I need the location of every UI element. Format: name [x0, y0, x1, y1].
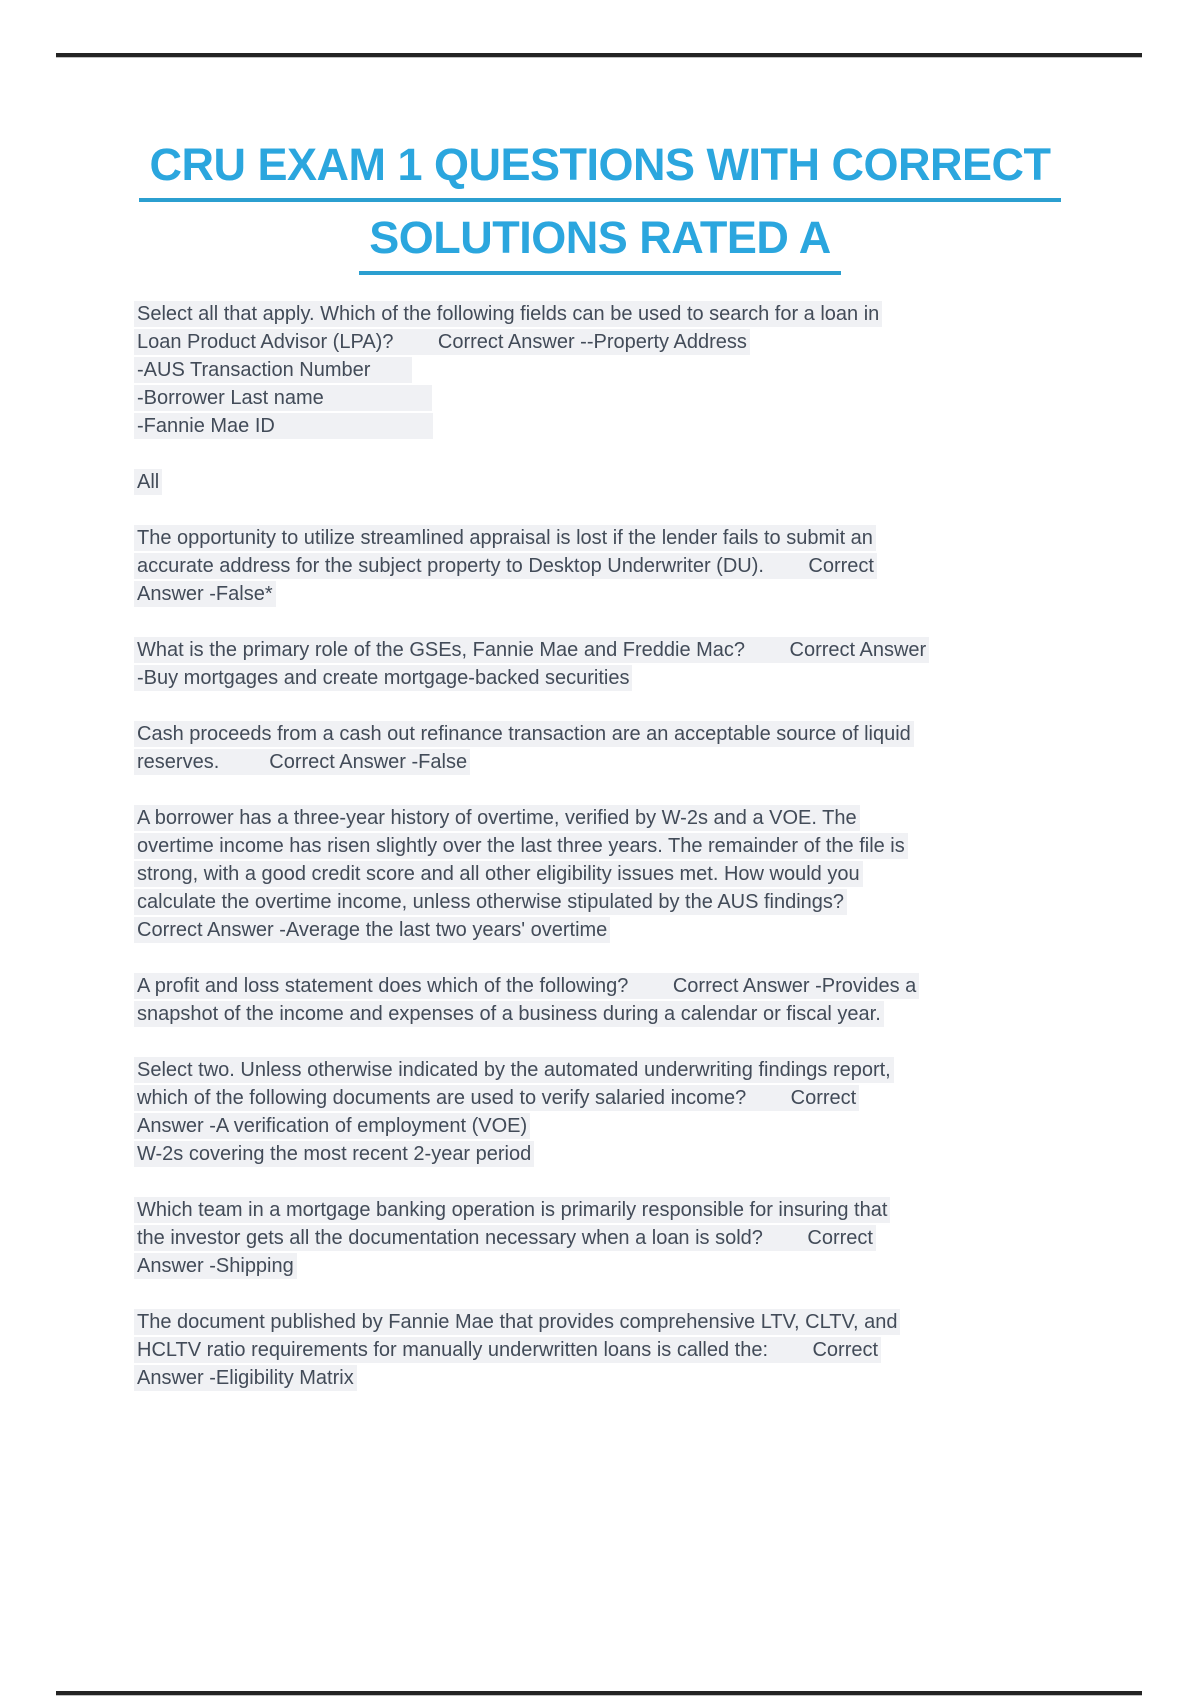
qa-line — [137, 972, 1087, 1000]
qa-line — [137, 1140, 1087, 1168]
qa-line — [137, 804, 1087, 832]
qa-line — [137, 1364, 1087, 1392]
qa-line-text: Which team in a mortgage banking operation is primarily responsible for insuring that — [134, 1197, 890, 1223]
qa-line — [137, 1252, 1087, 1280]
qa-line — [137, 300, 1087, 328]
qa-line-text: A borrower has a three-year history of overtime, verified by W-2s and a VOE. The — [134, 805, 860, 831]
qa-line — [137, 1224, 1087, 1252]
qa-line-text: HCLTV ratio requirements for manually underwritten loans is called the: Correct — [134, 1337, 881, 1363]
qa-line — [137, 1084, 1087, 1112]
qa-line — [137, 468, 1087, 496]
qa-line-text: W-2s covering the most recent 2-year period — [134, 1141, 534, 1167]
qa-paragraph — [137, 524, 1087, 608]
qa-line — [137, 412, 1087, 440]
qa-line — [137, 328, 1087, 356]
qa-paragraph — [137, 972, 1087, 1028]
qa-line — [137, 1196, 1087, 1224]
qa-line-text: snapshot of the income and expenses of a business during a calendar or fiscal year. — [134, 1001, 884, 1027]
qa-line — [137, 916, 1087, 944]
qa-line — [137, 580, 1087, 608]
qa-line-text: Answer -False* — [134, 581, 276, 607]
qa-paragraph — [137, 300, 1087, 440]
qa-line-text: Loan Product Advisor (LPA)? Correct Answer --Property Address — [134, 329, 750, 355]
title-row-2 — [0, 212, 1200, 275]
title-row-1 — [0, 139, 1200, 202]
qa-line — [137, 664, 1087, 692]
qa-line-text: A profit and loss statement does which of the following? Correct Answer -Provides a — [134, 973, 919, 999]
qa-paragraph — [137, 804, 1087, 944]
qa-list — [137, 300, 1087, 1392]
qa-line-text: Cash proceeds from a cash out refinance transaction are an acceptable source of liquid — [134, 721, 914, 747]
qa-line — [137, 1056, 1087, 1084]
bottom-rule — [56, 1691, 1142, 1695]
qa-line-text: overtime income has risen slightly over the last three years. The remainder of the file is — [134, 833, 908, 859]
qa-line-text: calculate the overtime income, unless otherwise stipulated by the AUS findings? — [134, 889, 847, 915]
qa-line — [137, 524, 1087, 552]
qa-line — [137, 1308, 1087, 1336]
qa-line-text: which of the following documents are used to verify salaried income? Correct — [134, 1085, 859, 1111]
qa-line-text: Answer -Shipping — [134, 1253, 297, 1279]
title-line-1: CRU EXAM 1 QUESTIONS WITH CORRECT — [139, 142, 1060, 202]
qa-line — [137, 1000, 1087, 1028]
qa-paragraph — [137, 1308, 1087, 1392]
qa-line-text: Answer -A verification of employment (VOE) — [134, 1113, 530, 1139]
qa-line-text: -Buy mortgages and create mortgage-backed securities — [134, 665, 632, 691]
qa-line — [137, 636, 1087, 664]
top-rule — [56, 53, 1142, 57]
qa-line-text: Correct Answer -Average the last two years' overtime — [134, 917, 610, 943]
qa-line — [137, 356, 1087, 384]
qa-paragraph — [137, 1196, 1087, 1280]
qa-line-text: Answer -Eligibility Matrix — [134, 1365, 357, 1391]
qa-line — [137, 748, 1087, 776]
qa-line-text: The document published by Fannie Mae that provides comprehensive LTV, CLTV, and — [134, 1309, 900, 1335]
qa-line — [137, 1336, 1087, 1364]
qa-line — [137, 888, 1087, 916]
qa-line — [137, 552, 1087, 580]
qa-line-text: -AUS Transaction Number — [134, 357, 412, 383]
qa-line — [137, 384, 1087, 412]
qa-line-text: strong, with a good credit score and all other eligibility issues met. How would you — [134, 861, 863, 887]
qa-line-text: All — [134, 469, 162, 495]
qa-line-text: The opportunity to utilize streamlined appraisal is lost if the lender fails to submit an — [134, 525, 876, 551]
qa-line — [137, 860, 1087, 888]
document-title — [0, 139, 1200, 288]
qa-paragraph — [137, 636, 1087, 692]
qa-paragraph — [137, 468, 1087, 496]
title-line-2: SOLUTIONS RATED A — [359, 215, 841, 275]
qa-line-text: accurate address for the subject property to Desktop Underwriter (DU). Correct — [134, 553, 877, 579]
qa-line-text: Select two. Unless otherwise indicated by the automated underwriting findings report, — [134, 1057, 894, 1083]
qa-line — [137, 832, 1087, 860]
qa-paragraph — [137, 720, 1087, 776]
qa-line-text: -Fannie Mae ID — [134, 413, 433, 439]
qa-line — [137, 720, 1087, 748]
qa-line-text: reserves. Correct Answer -False — [134, 749, 470, 775]
qa-line-text: What is the primary role of the GSEs, Fannie Mae and Freddie Mac? Correct Answer — [134, 637, 929, 663]
qa-line — [137, 1112, 1087, 1140]
qa-line-text: Select all that apply. Which of the following fields can be used to search for a loan in — [134, 301, 882, 327]
qa-line-text: the investor gets all the documentation necessary when a loan is sold? Correct — [134, 1225, 876, 1251]
qa-line-text: -Borrower Last name — [134, 385, 432, 411]
qa-paragraph — [137, 1056, 1087, 1168]
